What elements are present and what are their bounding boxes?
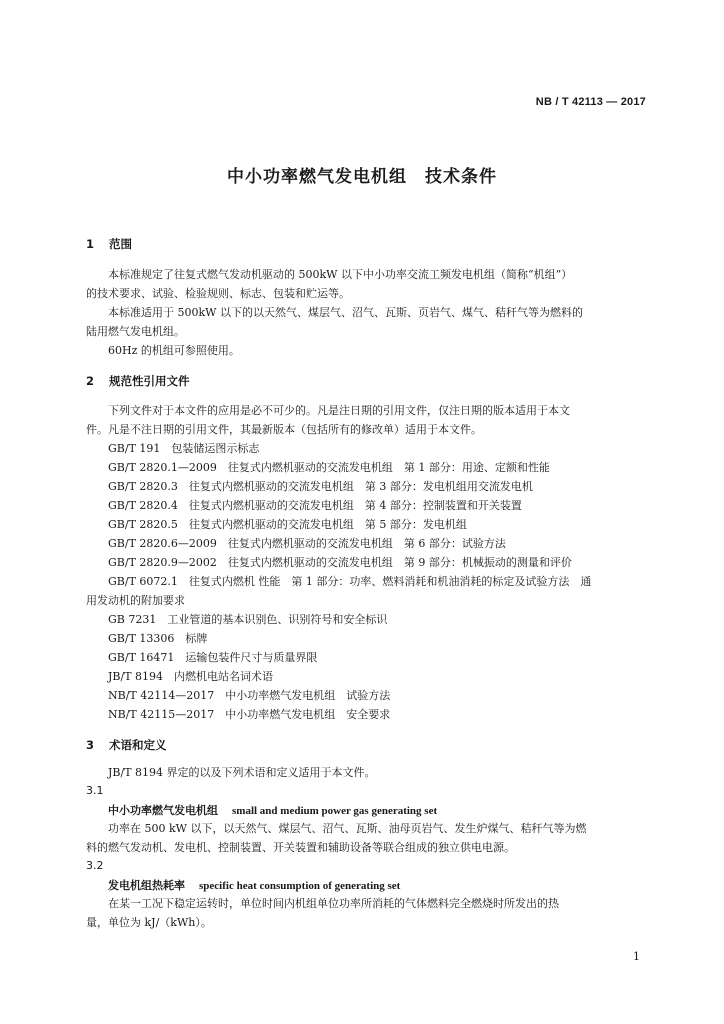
term-english: small and medium power gas generating set (232, 805, 438, 817)
term-english: specific heat consumption of generating set (199, 880, 401, 892)
reference-item: GB/T 2820.5 往复式内燃机驱动的交流发电机组 第 5 部分：发电机组 (108, 518, 467, 531)
reference-item: GB/T 2820.6—2009 往复式内燃机驱动的交流发电机组 第 6 部分：试验方法 (108, 537, 506, 550)
reference-item: GB/T 2820.4 往复式内燃机驱动的交流发电机组 第 4 部分：控制装置和开关装置 (108, 499, 522, 512)
term-chinese: 中小功率燃气发电机组 (108, 804, 218, 817)
reference-item: GB/T 2820.9—2002 往复式内燃机驱动的交流发电机组 第 9 部分：机械振动的测量和评价 (108, 556, 572, 569)
reference-item: GB/T 2820.3 往复式内燃机驱动的交流发电机组 第 3 部分：发电机组用交流发电机 (108, 480, 533, 493)
reference-item: GB/T 6072.1 往复式内燃机 性能 第 1 部分：功率、燃料消耗和机油消耗的标定及试验方法 通 (108, 575, 592, 588)
section-title: 规范性引用文件 (109, 374, 190, 388)
section-number: 3 (86, 738, 95, 752)
reference-item: GB/T 191 包装储运图示标志 (108, 442, 260, 455)
term-number: 3.2 (86, 859, 104, 872)
section-1-heading (86, 236, 132, 252)
reference-item: GB 7231 工业管道的基本识别色、识别符号和安全标识 (108, 613, 388, 626)
paragraph-line: 在某一工况下稳定运转时，单位时间内机组单位功率所消耗的气体燃料完全燃烧时所发出的热 (108, 897, 559, 910)
document-title: 中小功率燃气发电机组 技术条件 (227, 167, 497, 187)
reference-item: NB/T 42115—2017 中小功率燃气发电机组 安全要求 (108, 708, 391, 721)
reference-item-continuation: 用发动机的附加要求 (86, 594, 185, 607)
reference-item: GB/T 13306 标牌 (108, 632, 208, 645)
section-number: 1 (86, 237, 95, 251)
term-number: 3.1 (86, 784, 104, 797)
paragraph-line: 60Hz 的机组可参照使用。 (108, 344, 240, 357)
paragraph-line: 件。凡是不注日期的引用文件，其最新版本（包括所有的修改单）适用于本文件。 (86, 423, 482, 436)
reference-item: GB/T 2820.1—2009 往复式内燃机驱动的交流发电机组 第 1 部分：用途、定额和性能 (108, 461, 550, 474)
paragraph-line: 本标准适用于 500kW 以下的以天然气、煤层气、沼气、瓦斯、页岩气、煤气、秸秆气等为燃料的 (108, 306, 583, 319)
paragraph-line: JB/T 8194 界定的以及下列术语和定义适用于本文件。 (108, 766, 376, 779)
term-chinese: 发电机组热耗率 (108, 879, 185, 892)
section-title: 范围 (109, 237, 132, 251)
paragraph-line: 料的燃气发动机、发电机、控制装置、开关装置和辅助设备等联合组成的独立供电电源。 (86, 841, 515, 854)
reference-item: GB/T 16471 运输包装件尺寸与质量界限 (108, 651, 318, 664)
term-heading (108, 802, 437, 818)
section-3-heading (86, 737, 167, 753)
section-number: 2 (86, 374, 95, 388)
paragraph-line: 本标准规定了往复式燃气发动机驱动的 500kW 以下中小功率交流工频发电机组（简称“机组”） (108, 268, 573, 281)
term-heading (108, 877, 400, 893)
paragraph-line: 功率在 500 kW 以下，以天然气、煤层气、沼气、瓦斯、油母页岩气、发生炉煤气、秸秆气等为燃 (108, 822, 587, 835)
reference-item: JB/T 8194 内燃机电站名词术语 (108, 670, 274, 683)
paragraph-line: 下列文件对于本文件的应用是必不可少的。凡是注日期的引用文件，仅注日期的版本适用于本文 (108, 404, 570, 417)
standard-number: NB / T 42113 — 2017 (535, 96, 646, 108)
paragraph-line: 的技术要求、试验、检验规则、标志、包装和贮运等。 (86, 287, 350, 300)
page-number: 1 (633, 950, 640, 963)
reference-item: NB/T 42114—2017 中小功率燃气发电机组 试验方法 (108, 689, 391, 702)
paragraph-line: 量，单位为 kJ/（kWh）。 (86, 916, 212, 929)
paragraph-line: 陆用燃气发电机组。 (86, 325, 185, 338)
section-2-heading (86, 373, 190, 389)
section-title: 术语和定义 (109, 738, 167, 752)
